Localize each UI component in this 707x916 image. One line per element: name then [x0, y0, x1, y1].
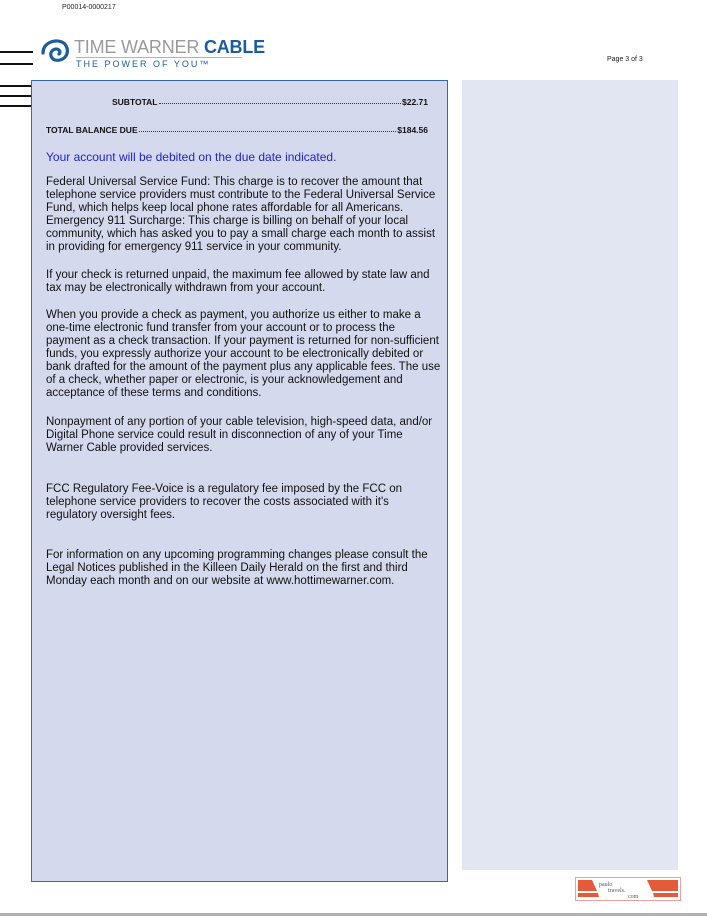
tagline: THE POWER OF YOU™	[76, 57, 242, 69]
notice-returned-check: If your check is returned unpaid, the maximum fee allowed by state law and tax may be electronically withdrawn from your account.	[46, 269, 430, 294]
svg-text:paulo: paulo	[599, 882, 613, 888]
notice-programming: For information on any upcoming programming changes please consult the Legal Notices published in the Killeen Daily Herald on the first and third Monday each month and on our website at www.hottimewarner.com.	[46, 549, 428, 587]
brand-name	[74, 37, 265, 58]
dot-leader	[159, 97, 402, 104]
subtotal-value: $22.71	[402, 97, 428, 107]
company-logo	[40, 37, 265, 70]
total-label: TOTAL BALANCE DUE	[46, 125, 138, 135]
omr-mark	[0, 85, 33, 87]
document-code: P00014-0000217	[62, 4, 116, 11]
notice-nonpayment: Nonpayment of any portion of your cable television, high-speed data, and/or Digital Phone service could result in disconnection of any of your Time Warner Cable provided services.	[46, 416, 433, 454]
omr-mark	[0, 105, 33, 107]
subtotal-label: SUBTOTAL	[112, 97, 158, 107]
omr-mark	[0, 95, 33, 97]
brand-name-bold: CABLE	[203, 37, 265, 57]
debit-notice: Your account will be debited on the due date indicated.	[46, 150, 337, 164]
subtotal-row	[112, 97, 428, 107]
page-number: Page 3 of 3	[607, 56, 643, 63]
omr-mark	[0, 63, 33, 65]
svg-text:com: com	[628, 894, 639, 900]
omr-mark	[0, 51, 33, 53]
side-panel	[462, 80, 678, 870]
watermark-logo	[575, 877, 681, 901]
total-value: $184.56	[397, 125, 428, 135]
brand-name-light: TIME WARNER	[74, 37, 200, 57]
notice-check-payment: When you provide a check as payment, you authorize us either to make a one-time electronic fund transfer from your account or to process the payment as a check transaction. If your payment is returned for non-sufficient funds, you expressly authorize your account to be electronically debited or bank drafted for the amount of the payment plus any applicable fees. The use of a check, whether paper or electronic, is your acknowledgement and acceptance of these terms and conditions.	[46, 309, 441, 399]
eye-swirl-icon	[40, 37, 72, 65]
notice-fcc-fee: FCC Regulatory Fee-Voice is a regulatory fee imposed by the FCC on telephone service providers to recover the costs associated with it's regulatory oversight fees.	[46, 483, 403, 521]
statement-panel	[31, 80, 448, 882]
notice-usf: Federal Universal Service Fund: This charge is to recover the amount that telephone service providers must contribute to the Federal Universal Service Fund, which helps keep local phone rates affordable for all Americans. Emergency 911 Surcharge: This charge is billing on behalf of your local community, which has asked you to pay a small charge each month to assist in providing for emergency 911 service in your community.	[46, 176, 436, 253]
dot-leader	[139, 125, 397, 132]
svg-text:travels.: travels.	[608, 888, 626, 894]
total-row	[46, 125, 428, 135]
